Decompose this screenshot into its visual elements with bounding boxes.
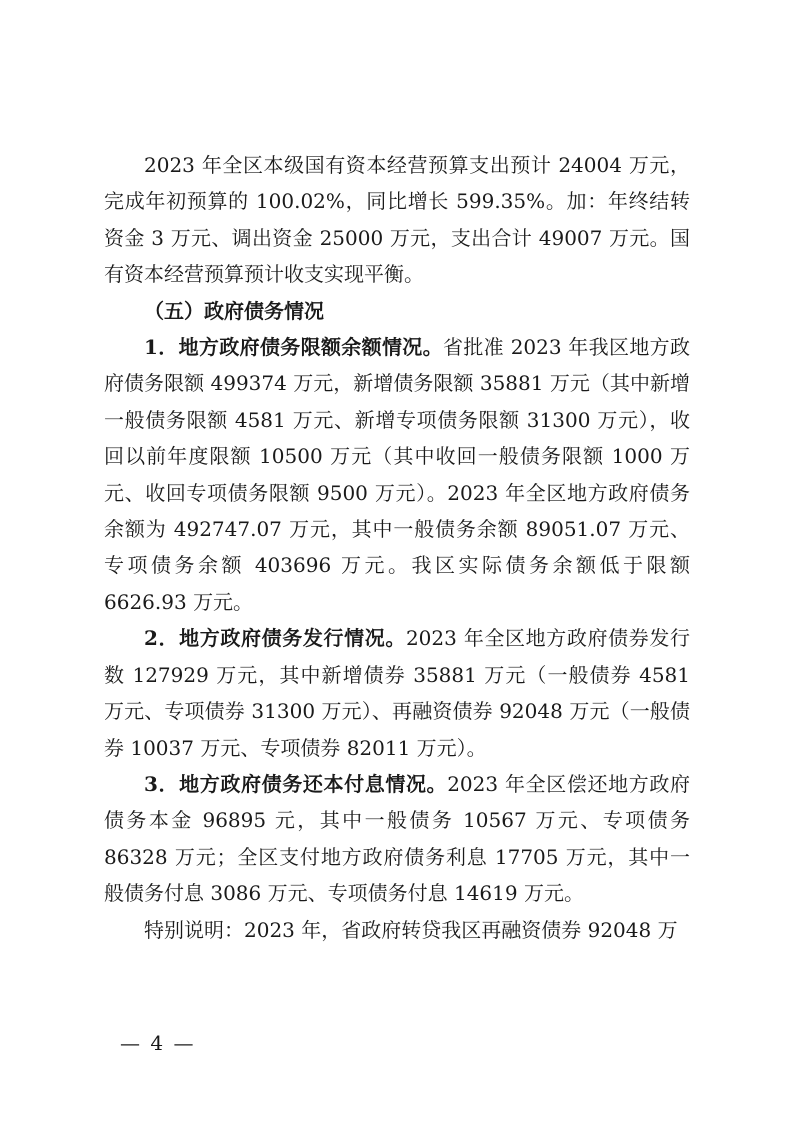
- paragraph-special-note: 特别说明：2023 年，省政府转贷我区再融资债券 92048 万: [144, 917, 678, 942]
- item1-text: 省批准 2023 年我区地方政府债务限额 499374 万元，新增债务限额 35881 万元（其中新增一般债务限额 4581 万元、新增专项债务限额 31300 万元），收回以前年度限额 10500 万元（其中收回一般债务限额 1000 万元、收回专项债务限额 9500 万元）。2023 年全区地方政府债务余额为 492747.07 万元，其中一般债务余额 89051.07 万元、专项债务余额 403696 万元。我区实际债务余额低于限额 6626.93 万元。: [104, 335, 690, 614]
- paragraph-debt-repayment: [104, 766, 690, 912]
- section-heading-government-debt: （五）政府债务情况: [144, 298, 324, 323]
- item3-text: 2023 年全区偿还地方政府债务本金 96895 元，其中一般债务 10567 万元、专项债务 86328 万元；全区支付地方政府债务利息 17705 万元，其中一般债务付息 3086 万元、专项债务付息 14619 万元。: [104, 771, 690, 906]
- paragraph-state-capital-expenditure: 2023 年全区本级国有资本经营预算支出预计 24004 万元，完成年初预算的 100.02%，同比增长 599.35%。加：年终结转资金 3 万元、调出资金 25000 万元，支出合计 49007 万元。国有资本经营预算预计收支实现平衡。: [104, 153, 690, 287]
- paragraph-debt-issuance: [104, 620, 690, 766]
- paragraph-debt-limit-balance: [104, 329, 690, 620]
- page-number: — 4 —: [120, 1031, 196, 1055]
- item1-heading: 1．地方政府债务限额余额情况。: [144, 335, 443, 360]
- item2-heading: 2．地方政府债务发行情况。: [144, 626, 406, 651]
- item3-heading: 3．地方政府债务还本付息情况。: [144, 771, 448, 796]
- body-text: [104, 147, 690, 948]
- item2-text: 2023 年全区地方政府债券发行数 127929 万元，其中新增债券 35881 万元（一般债券 4581 万元、专项债券 31300 万元）、再融资债券 92048 万元（一般债券 10037 万元、专项债券 82011 万元）。: [104, 626, 690, 760]
